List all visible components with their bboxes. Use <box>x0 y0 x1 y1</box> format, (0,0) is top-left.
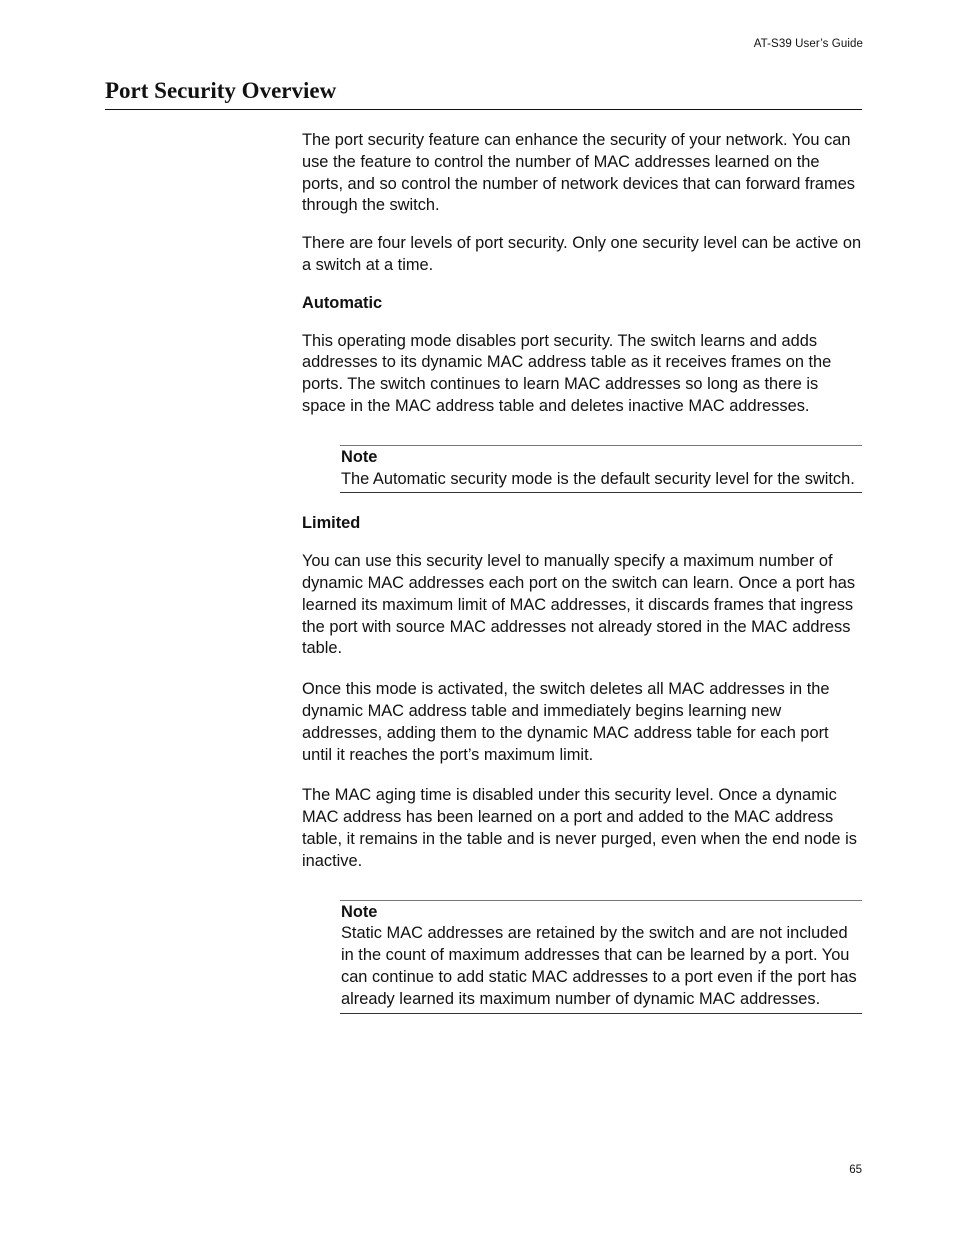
limited-paragraph-2: Once this mode is activated, the switch deletes all MAC addresses in the dynamic MAC address table and immediately begins learning new addresses, adding them to the dynamic MAC address table for each port until it reaches the port’s maximum limit. <box>302 680 830 764</box>
limited-paragraph-1: You can use this security level to manually specify a maximum number of dynamic MAC addresses each port on the switch can learn. Once a port has learned its maximum limit of MAC addresses, it discards frames that ingress the port with source MAC addresses not already stored in the MAC address table. <box>302 552 856 658</box>
limited-section <box>302 513 862 1013</box>
limited-heading: Limited <box>302 514 361 533</box>
automatic-note <box>340 445 862 494</box>
section-title: Port Security Overview <box>105 76 862 110</box>
limited-paragraph-3: The MAC aging time is disabled under this security level. Once a dynamic MAC address has been learned on a port and added to the MAC address table, it remains in the table and is never purged, even when the end node is inactive. <box>302 786 857 870</box>
limited-note <box>340 900 862 1014</box>
note-label: Note <box>341 447 378 466</box>
running-header: AT-S39 User’s Guide <box>753 38 863 50</box>
automatic-heading: Automatic <box>302 293 383 312</box>
note-text: The Automatic security mode is the default security level for the switch. <box>341 469 855 488</box>
note-label: Note <box>341 902 378 921</box>
page-number: 65 <box>849 1164 862 1176</box>
body-column <box>302 130 862 1034</box>
automatic-paragraph: This operating mode disables port security. The switch learns and adds addresses to its dynamic MAC address table as it receives frames on the ports. The switch continues to learn MAC addresses so long as there is space in the MAC address table and deletes inactive MAC addresses. <box>302 331 832 415</box>
note-text: Static MAC addresses are retained by the switch and are not included in the count of maximum addresses that can be learned by a port. You can continue to add static MAC addresses to a port even if the port has already learned its maximum number of dynamic MAC addresses. <box>341 924 857 1008</box>
intro-paragraph-1: The port security feature can enhance the security of your network. You can use the feature to control the number of MAC addresses learned on the ports, and so control the number of network devices that can forward frames through the switch. <box>302 131 855 215</box>
intro-paragraph-2: There are four levels of port security. Only one security level can be active on a switch at a time. <box>302 234 862 274</box>
automatic-section <box>302 293 862 494</box>
